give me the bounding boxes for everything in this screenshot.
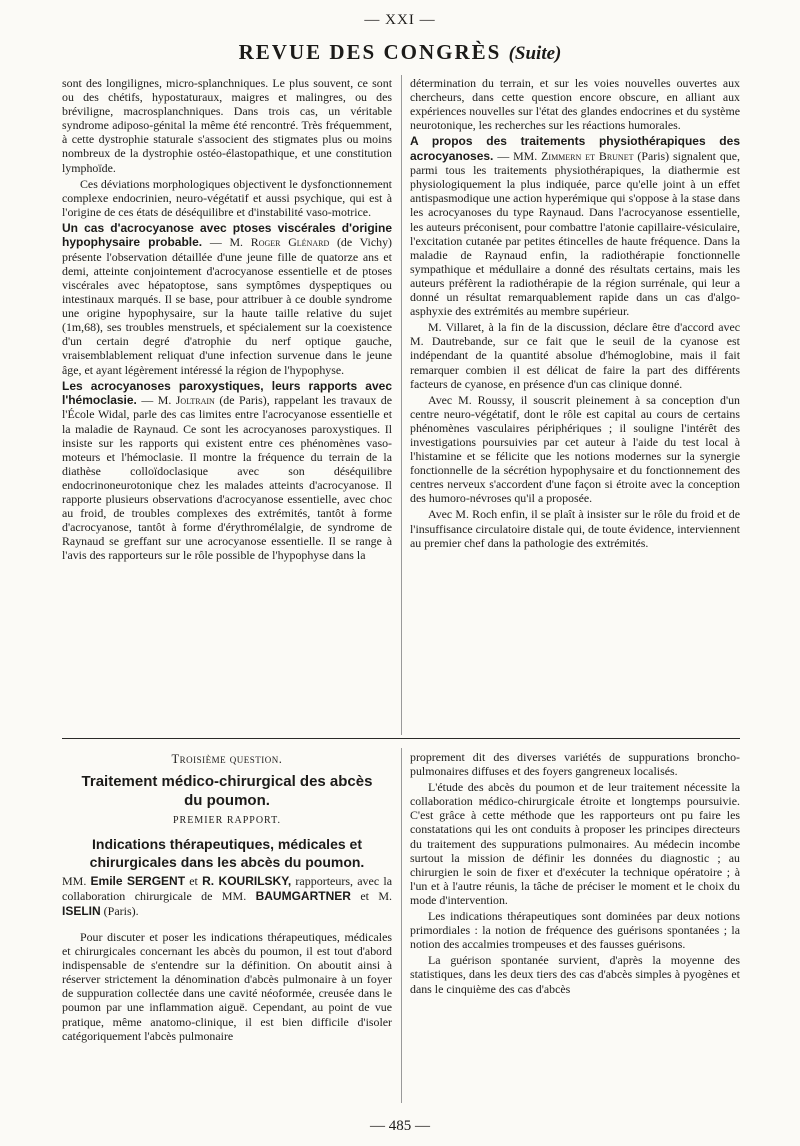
author-name: BAUMGARTNER bbox=[255, 889, 351, 903]
section-title-line: du poumon. bbox=[184, 792, 270, 809]
paragraph: proprement dit des diverses variétés de suppurations broncho-pulmonaires diffuses et des foyers gangreneux localisés. bbox=[410, 750, 740, 779]
header-suite: (Suite) bbox=[508, 43, 562, 64]
authors-prefix: MM. bbox=[62, 874, 87, 888]
article-heading: A propos des traitements physiothérapiques des acrocyanoses. bbox=[410, 134, 740, 163]
paragraph: Avec M. Roch enfin, il se plaît à insister sur le rôle du froid et de l'insuffisance circulatoire distale qui, de toute évidence, interviennent au premier chef dans la pathologie des extrémités. bbox=[410, 507, 740, 550]
author-name: R. KOURILSKY, bbox=[202, 874, 292, 888]
paragraph: (Paris) signalent que, parmi tous les traitements physiothérapiques, la diathermie est physiologiquement la plus indiquée, parce qu'elle joint à un effet antispasmodique une action hyperémique qui s'oppose à la stase dans les acrocyanoses du type Raynaud. Dans l'acrocyanose essentielle, les auteurs préconisent, pour combattre l'atonie capillaire-vésiculaire, l'excitation cutanée par petites étincelles de haute fréquence. Dans la maladie de Raynaud enfin, la radiothérapie fonctionnelle sympathique et médullaire a donné des résultats certains, mais les auteurs préfèrent la radiothérapie de la région surrénale, qui leur a donné un résultat remarquablement rapide dans un cas d'algo-asphyxie des extrémités au membre supérieur. bbox=[410, 148, 740, 319]
report-authors bbox=[62, 874, 392, 919]
paragraph: sont des longilignes, micro-splanchniques. Le plus souvent, ce sont ou des chétifs, hypostaturaux, maigres et malingres, ou des bréviligne, macrosplanchniques. Dans trois cas, un véritable syndrome adiposo-génital la même été rencontré. Très fréquemment, à cette dystrophie staturale s'associent des stigmates plus ou moins nombreux de la dystrophie ostéo-élastopathique, et une constitution lymphoïde. bbox=[62, 76, 392, 175]
article-heading: Un cas d'acrocyanose avec ptoses viscérales d'origine hypophysaire probable. bbox=[62, 220, 392, 250]
author-name: — M. Joltrain bbox=[141, 393, 215, 407]
left-column-bottom bbox=[62, 930, 392, 1045]
authors-city: (Paris). bbox=[103, 904, 139, 918]
section-title bbox=[62, 772, 392, 810]
paragraph: La guérison spontanée survient, d'après la moyenne des statistiques, dans les deux tiers des cas d'abcès simples à pyogènes et dans le cinquième des cas d'abcès bbox=[410, 953, 740, 996]
page-number: — 485 — bbox=[370, 1118, 430, 1134]
column-divider-top bbox=[401, 75, 402, 735]
author-name: Emile SERGENT bbox=[90, 874, 186, 888]
report-title: Indications thérapeutiques, médicales et chirurgicales dans les abcès du poumon. bbox=[89, 836, 365, 870]
section-divider bbox=[62, 738, 740, 739]
roman-page-number: — XXI — bbox=[364, 12, 436, 28]
section-title-line: Traitement médico-chirurgical des abcès bbox=[81, 773, 373, 790]
author-name: ISELIN bbox=[62, 904, 101, 918]
left-column-top bbox=[62, 76, 392, 564]
question-label: Troisième question. bbox=[171, 752, 283, 766]
header-title: REVUE DES CONGRÈS bbox=[238, 40, 502, 64]
conjunction: et M. bbox=[360, 889, 393, 903]
paragraph: (de Paris), rappelant les travaux de l'École Widal, parle des cas limites entre l'acrocyanose essentielle et la maladie de Raynaud. Ce sont les acrocyanoses paroxystiques. Il insiste sur les rapports qui existent entre ces phénomènes vaso-moteurs et l'hémoclasie. Il montre la fréquence du terrain de la diathèse colloïdoclasique avec son déséquilibre endocrinoneurotonique chez les malades atteints d'acrocyanose. Il rapporte plusieurs observations d'acrocyanose essentielle, avec choc au froid, de troubles complexes des extrémités, tantôt à forme d'acrocyanose, tantôt à forme d'érythromélalgie, de syndrome de Raynaud se greffant sur une acrocyanose essentielle. Il se range à l'avis des rapporteurs sur le rôle possible de l'hypophyse dans la bbox=[62, 393, 392, 563]
right-column-top bbox=[410, 76, 740, 552]
paragraph: Pour discuter et poser les indications thérapeutiques, médicales et chirurgicales concernant les abcès du poumon, il est tout d'abord indispensable de s'entendre sur la définition. On aboutit ainsi à réserver strictement la dénomination d'abcès pulmonaire à un foyer de suppuration collectée dans une cavité néoformée, creusée dans le poumon par une inflammation aiguë. Cependant, au point de vue pratique, même anatomo-clinique, il est bien difficile d'isoler catégoriquement l'abcès pulmonaire bbox=[62, 930, 392, 1043]
column-divider-bottom bbox=[401, 748, 402, 1103]
author-name: — MM. Zimmern et Brunet bbox=[497, 148, 634, 163]
paragraph: détermination du terrain, et sur les voies nouvelles ouvertes aux chercheurs, dans cette question encore obscure, en alliant aux expériences nouvelles sur l'état des glandes endocrines et du système neurotonique, les recherches sur les réactions humorales. bbox=[410, 76, 740, 133]
paragraph: L'étude des abcès du poumon et de leur traitement nécessite la collaboration médico-chirurgicale étroite et longtemps poursuivie. C'est grâce à cette méthode que les rapporteurs ont pu faire les constatations qui les ont conduits à proposer les principes directeurs du traitement des suppurations pulmonaires. Au médecin incombe surtout la mission de définir les données du diagnostic ; au chirurgien le soin de fixer et d'exécuter la technique opératoire ; à l'un et à l'autre réunis, la tâche de préciser le moment et le choix du mode d'intervention. bbox=[410, 780, 740, 907]
right-column-bottom bbox=[410, 750, 740, 998]
report-label: PREMIER RAPPORT. bbox=[172, 815, 281, 826]
journal-header bbox=[0, 40, 800, 65]
conjunction: et bbox=[189, 874, 198, 888]
paragraph: Les indications thérapeutiques sont dominées par deux notions primordiales : la notion de fréquence des guérisons spontanées ; la notion des accalmies trompeuses et des fausses guérisons. bbox=[410, 909, 740, 952]
article-heading: Les acrocyanoses paroxystiques, leurs rapports avec l'hémoclasie. bbox=[62, 378, 392, 407]
paragraph: Ces déviations morphologiques objectivent le dysfonctionnement complexe endocrinien, neuro-végétatif et aussi psychique, qui est à l'origine de ces états de déséquilibre et d'instabilité vaso-motrice. bbox=[62, 176, 392, 219]
authors-text: rapporteurs, avec la collaboration chirurgicale de MM. bbox=[62, 874, 393, 903]
paragraph: M. Villaret, à la fin de la discussion, déclare être d'accord avec M. Dautrebande, sur ce fait que le seuil de la cyanose est indépendant de la quantité absolue d'hémoglobine, mais il fait remarquer combien il est délicat de faire la part des différents facteurs de cyanose, en présence d'un cas clinique donné. bbox=[410, 320, 740, 391]
paragraph: (de Vichy) présente l'observation détaillée d'une jeune fille de quatorze ans et demi, atteinte conjointement d'acrocyanose essentielle et de ptoses viscérales avec hépatoptose, sans symptômes dyspeptiques ou intestinaux marqués. Il se base, pour attribuer à ce double syndrome une origine hypophysaire, sur la haute taille relative du sujet (1m,68), ses troubles menstruels, et spécialement sur la coexistence d'un certain degré d'atrophie du nerf optique gauche, vraisemblablement reliquat d'une infection survenue dans le jeune âge, et ayant légèrement intéressé la région de l'hypophyse. bbox=[62, 235, 392, 377]
author-name: — M. Roger Glénard bbox=[209, 235, 330, 250]
paragraph: Avec M. Roussy, il souscrit pleinement à sa conception d'un centre neuro-végétatif, dont le rôle est capital au cours de certains phénomènes vasculaires périphériques ; il souligne l'intérêt des investigations poursuivies par cet auteur à l'aide du test local à l'histamine et se félicite que les notions modernes sur la synergie fonctionnelle de la sécrétion hypophysaire et du fonctionnement des centres nerveux s'accordent d'une façon si étroite avec la conception des humoro-névroses qu'il a proposée. bbox=[410, 392, 740, 506]
